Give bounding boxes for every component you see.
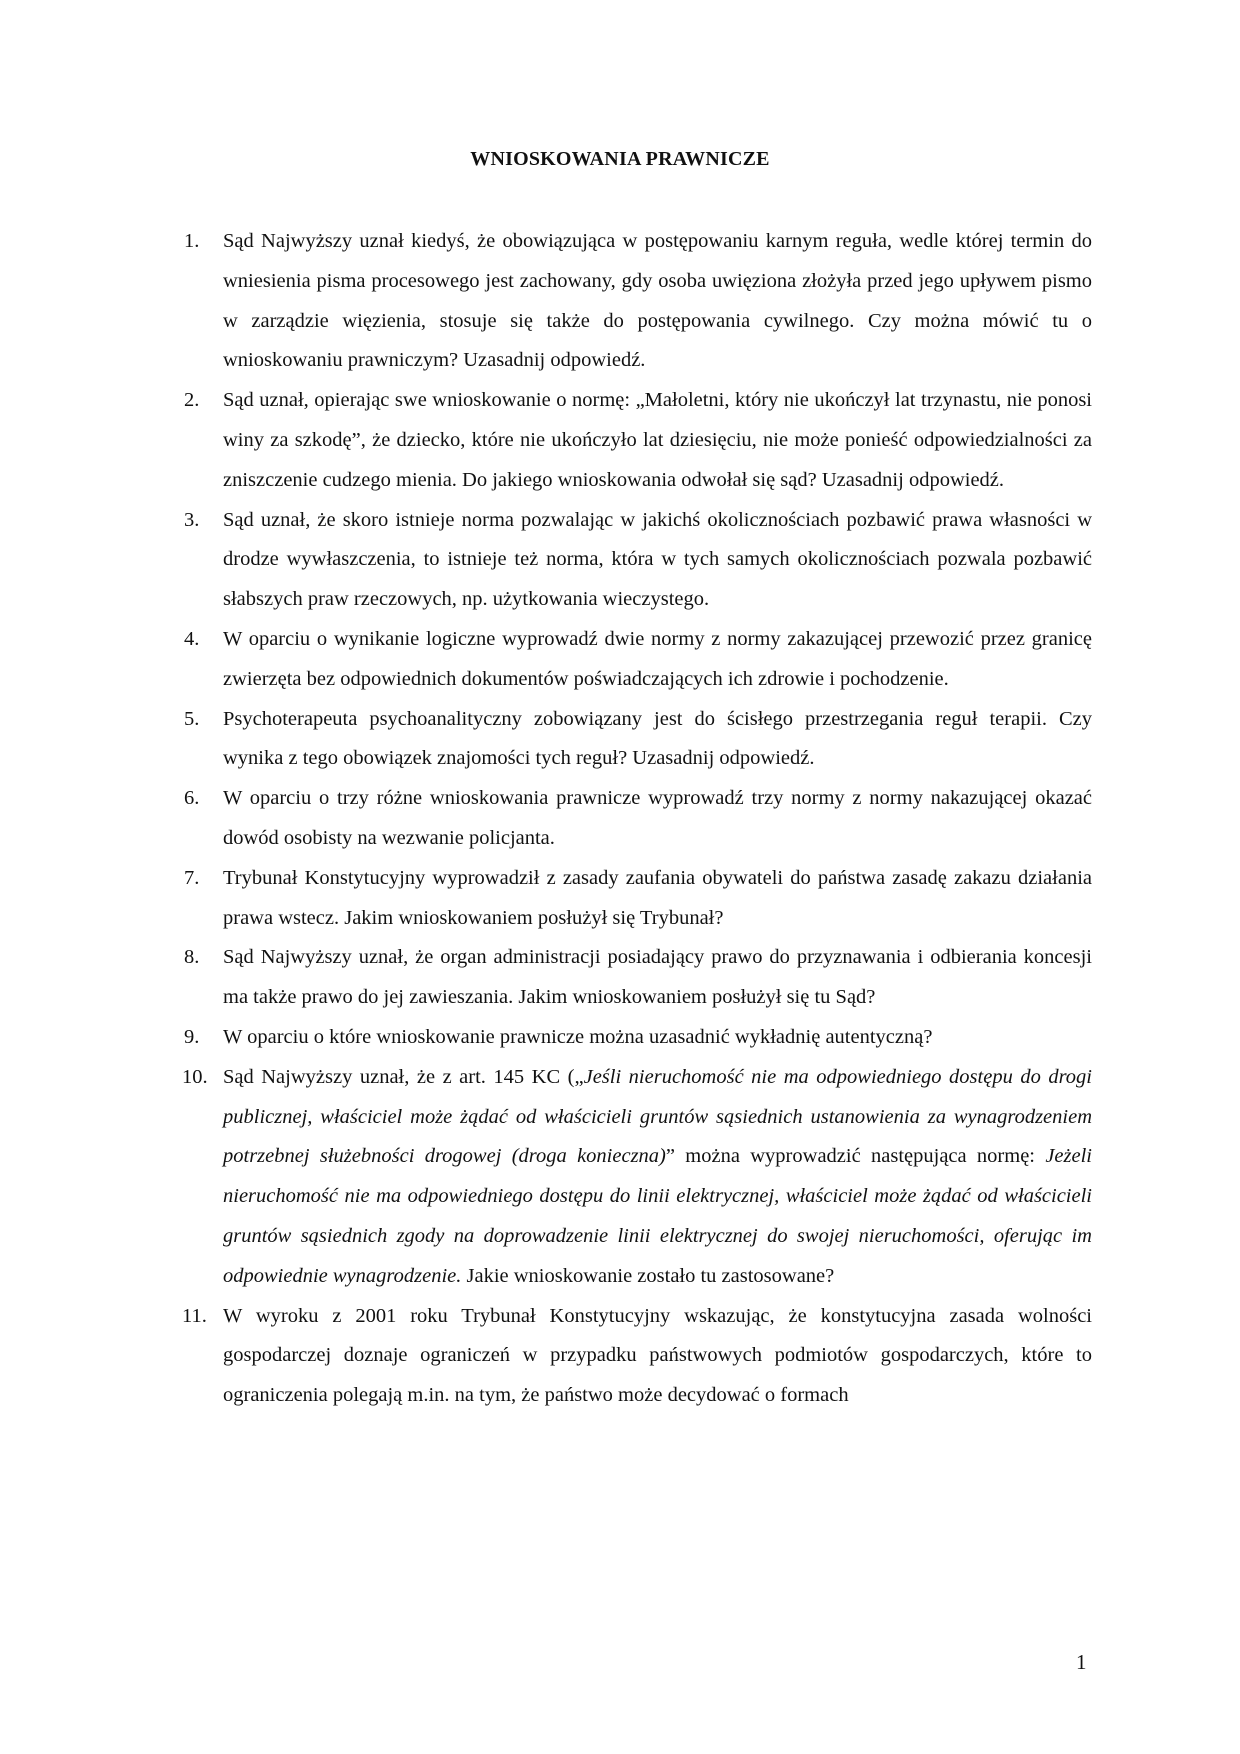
item-number: 3.	[184, 508, 200, 531]
list-item	[180, 938, 1092, 1018]
item-text-quote: Jeśli nieruchomość nie ma odpowiedniego dostępu do drogi publicznej, właściciel może żądać od właścicieli gruntów sąsiednich ustanowienia za wynagrodzeniem potrzebnej służebności drogowej (droga konieczna)	[223, 1065, 1092, 1168]
document-title: WNIOSKOWANIA PRAWNICZE	[470, 148, 770, 170]
list-item	[180, 381, 1092, 500]
list-item	[180, 620, 1092, 700]
item-number: 1.	[184, 230, 200, 252]
item-text: W wyroku z 2001 roku Trybunał Konstytucyjny wskazując, że konstytucyjna zasada wolności gospodarczej doznaje ograniczeń w przypadku państwowych podmiotów gospodarczych, które to ograniczenia polegają m.in. na tym, że państwo może decydować o formach	[223, 1304, 1092, 1407]
list-item	[180, 859, 1092, 939]
item-text: Trybunał Konstytucyjny wyprowadził z zasady zaufania obywateli do państwa zasadę zakazu działania prawa wstecz. Jakim wnioskowaniem posłużył się Trybunał?	[223, 866, 1092, 929]
list-item	[180, 700, 1092, 780]
item-text: W oparciu o trzy różne wnioskowania prawnicze wyprowadź trzy normy z normy nakazującej okazać dowód osobisty na wezwanie policjanta.	[223, 787, 1092, 849]
item-number: 8.	[184, 946, 200, 969]
list-item	[180, 1018, 1092, 1058]
item-text: Sąd uznał, że skoro istnieje norma pozwalając w jakichś okolicznościach pozbawić prawa własności w drodze wywłaszczenia, to istnieje też norma, która w tych samych okolicznościach pozwala pozbawić słabszych praw rzeczowych, np. użytkowania wieczystego.	[223, 508, 1092, 611]
item-text: W oparciu o wynikanie logiczne wyprowadź dwie normy z normy zakazującej przewozić przez granicę zwierzęta bez odpowiednich dokumentów poświadczających ich zdrowie i pochodzenie.	[223, 627, 1092, 690]
item-text-plain: Sąd Najwyższy uznał, że z art. 145 KC („	[223, 1065, 584, 1088]
item-text-plain: ” można wyprowadzić następująca normę:	[665, 1145, 1046, 1168]
list-item	[180, 1297, 1092, 1416]
item-number: 11.	[182, 1304, 207, 1327]
list-item	[180, 501, 1092, 620]
item-number: 2.	[184, 389, 200, 412]
item-number: 7.	[184, 866, 200, 889]
item-number: 9.	[184, 1025, 200, 1048]
item-number: 4.	[184, 627, 200, 650]
item-text: Sąd Najwyższy uznał kiedyś, że obowiązująca w postępowaniu karnym reguła, wedle której termin do wniesienia pisma procesowego jest zachowany, gdy osoba uwięziona złożyła przed jego upływem pismo w zarządzie więzienia, stosuje się także do postępowania cywilnego. Czy można mówić tu o wnioskowaniu prawniczym? Uzasadnij odpowiedź.	[223, 230, 1092, 372]
item-text: Psychoterapeuta psychoanalityczny zobowiązany jest do ścisłego przestrzegania reguł terapii. Czy wynika z tego obowiązek znajomości tych reguł? Uzasadnij odpowiedź.	[223, 707, 1092, 770]
item-text: W oparciu o które wnioskowanie prawnicze można uzasadnić wykładnię autentyczną?	[223, 1025, 933, 1048]
item-number: 10.	[182, 1065, 208, 1088]
question-list	[180, 222, 1092, 1416]
item-number: 6.	[184, 787, 200, 810]
item-text: Sąd Najwyższy uznał, że organ administracji posiadający prawo do przyznawania i odbierania koncesji ma także prawo do jej zawieszania. Jakim wnioskowaniem posłużył się tu Sąd?	[223, 946, 1092, 1009]
item-number: 5.	[184, 707, 200, 730]
item-text-norm: Jeżeli nieruchomość nie ma odpowiedniego dostępu do linii elektrycznej, właściciel może żądać od właścicieli gruntów sąsiednich zgody na doprowadzenie linii elektrycznej do swojej nieruchomości, oferując im odpowiednie wynagrodzenie.	[223, 1145, 1092, 1287]
item-text: Sąd uznał, opierając swe wnioskowanie o normę: „Małoletni, który nie ukończył lat trzynastu, nie ponosi winy za szkodę”, że dziecko, które nie ukończyło lat dziesięciu, nie może ponieść odpowiedzialności za zniszczenie cudzego mienia. Do jakiego wnioskowania odwołał się sąd? Uzasadnij odpowiedź.	[223, 389, 1092, 491]
page-number: 1	[1076, 1650, 1087, 1674]
list-item	[180, 1058, 1092, 1297]
item-text-plain: Jakie wnioskowanie zostało tu zastosowane?	[461, 1264, 835, 1287]
list-item	[180, 779, 1092, 859]
list-item	[180, 222, 1092, 381]
